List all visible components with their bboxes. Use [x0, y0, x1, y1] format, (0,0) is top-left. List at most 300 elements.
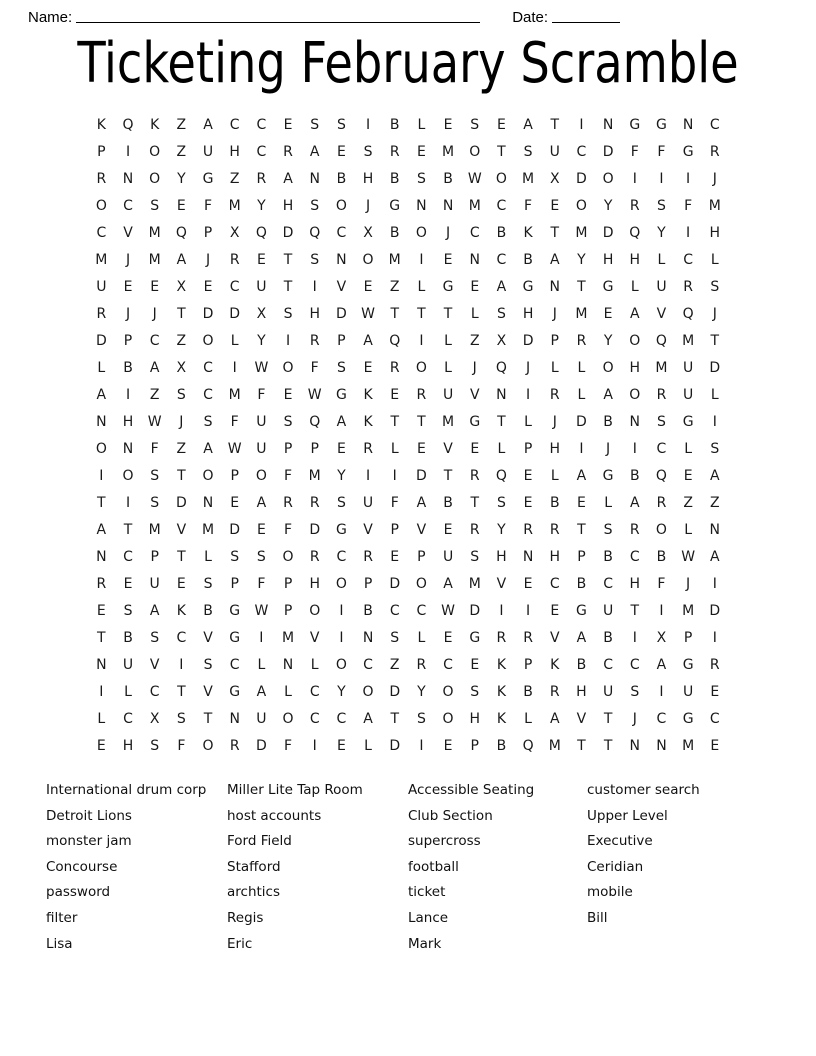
grid-cell[interactable]: A — [549, 252, 560, 268]
grid-cell[interactable]: S — [176, 387, 186, 403]
grid-cell[interactable]: C — [123, 711, 133, 727]
grid-cell[interactable]: A — [149, 360, 160, 376]
grid-cell[interactable]: B — [443, 171, 453, 187]
grid-cell[interactable]: E — [283, 387, 293, 403]
grid-cell[interactable]: I — [339, 603, 344, 619]
grid-cell[interactable]: D — [709, 603, 721, 619]
grid-cell[interactable]: U — [656, 279, 667, 295]
grid-cell[interactable]: T — [497, 414, 506, 430]
word-list-item[interactable]: Eric — [227, 935, 253, 952]
grid-cell[interactable]: F — [657, 144, 666, 160]
grid-cell[interactable]: L — [417, 630, 426, 646]
grid-cell[interactable]: B — [123, 360, 133, 376]
grid-cell[interactable]: C — [336, 549, 347, 565]
grid-cell[interactable]: S — [203, 576, 213, 592]
grid-cell[interactable]: L — [710, 252, 719, 268]
grid-cell[interactable]: C — [389, 603, 400, 619]
grid-cell[interactable]: D — [389, 576, 401, 592]
grid-cell[interactable]: S — [336, 117, 346, 133]
grid-cell[interactable]: F — [284, 468, 293, 484]
grid-cell[interactable]: U — [202, 144, 214, 160]
grid-cell[interactable]: E — [283, 117, 293, 133]
grid-cell[interactable]: N — [122, 171, 134, 187]
grid-cell[interactable]: E — [150, 279, 160, 295]
grid-cell[interactable]: V — [576, 711, 587, 727]
grid-cell[interactable]: L — [524, 414, 532, 430]
grid-cell[interactable]: C — [203, 387, 213, 403]
grid-cell[interactable]: G — [229, 603, 241, 619]
grid-cell[interactable]: S — [470, 684, 480, 700]
grid-cell[interactable]: U — [96, 279, 107, 295]
grid-cell[interactable]: T — [177, 468, 186, 484]
grid-cell[interactable]: D — [229, 306, 241, 322]
grid-cell[interactable]: C — [549, 576, 560, 592]
grid-cell[interactable]: U — [256, 414, 267, 430]
grid-cell[interactable]: B — [603, 549, 613, 565]
grid-cell[interactable]: E — [443, 738, 453, 754]
grid-cell[interactable]: U — [549, 144, 560, 160]
grid-cell[interactable]: C — [336, 225, 347, 241]
grid-cell[interactable]: I — [365, 117, 371, 133]
grid-cell[interactable]: J — [552, 414, 557, 430]
grid-cell[interactable]: E — [256, 252, 266, 268]
grid-cell[interactable]: M — [575, 225, 588, 241]
grid-cell[interactable]: G — [229, 684, 241, 700]
grid-cell[interactable]: E — [363, 360, 373, 376]
grid-cell[interactable]: R — [229, 252, 240, 268]
grid-cell[interactable]: Q — [655, 468, 667, 484]
grid-cell[interactable]: R — [523, 522, 533, 538]
grid-cell[interactable]: R — [469, 468, 480, 484]
grid-cell[interactable]: G — [682, 144, 694, 160]
grid-cell[interactable]: D — [255, 738, 267, 754]
grid-cell[interactable]: A — [523, 117, 533, 133]
grid-cell[interactable]: A — [256, 684, 267, 700]
grid-cell[interactable]: C — [656, 711, 667, 727]
grid-cell[interactable]: A — [96, 522, 107, 538]
grid-cell[interactable]: N — [96, 414, 107, 430]
grid-cell[interactable]: M — [682, 603, 695, 619]
grid-cell[interactable]: K — [496, 657, 506, 673]
grid-cell[interactable]: S — [176, 711, 186, 727]
grid-cell[interactable]: V — [149, 657, 160, 673]
grid-cell[interactable]: L — [230, 333, 239, 349]
grid-cell[interactable]: R — [709, 657, 720, 673]
grid-cell[interactable]: X — [256, 306, 267, 322]
grid-cell[interactable]: M — [388, 252, 401, 268]
grid-cell[interactable]: I — [419, 252, 424, 268]
grid-cell[interactable]: P — [283, 576, 293, 592]
grid-cell[interactable]: B — [203, 603, 213, 619]
grid-cell[interactable]: Q — [629, 225, 641, 241]
word-list-item[interactable]: Ceridian — [587, 858, 644, 875]
grid-cell[interactable]: T — [577, 522, 586, 538]
grid-cell[interactable]: A — [603, 387, 613, 403]
grid-cell[interactable]: L — [524, 711, 532, 727]
grid-cell[interactable]: R — [309, 495, 320, 511]
grid-cell[interactable]: H — [709, 225, 721, 241]
grid-cell[interactable]: D — [416, 468, 427, 484]
grid-cell[interactable]: F — [284, 738, 293, 754]
grid-cell[interactable]: U — [602, 684, 614, 700]
grid-cell[interactable]: I — [259, 630, 264, 646]
grid-cell[interactable]: I — [579, 117, 584, 133]
grid-cell[interactable]: Q — [522, 738, 534, 754]
grid-cell[interactable]: B — [496, 225, 507, 241]
grid-cell[interactable]: I — [99, 468, 104, 484]
grid-cell[interactable]: C — [709, 711, 720, 727]
grid-cell[interactable]: G — [522, 279, 534, 295]
grid-cell[interactable]: N — [282, 657, 294, 673]
grid-cell[interactable]: S — [496, 495, 506, 511]
grid-cell[interactable]: M — [468, 198, 481, 214]
grid-cell[interactable]: O — [362, 252, 374, 268]
grid-cell[interactable]: T — [123, 522, 133, 538]
grid-cell[interactable]: A — [576, 468, 587, 484]
grid-cell[interactable]: O — [629, 387, 641, 403]
grid-cell[interactable]: Q — [255, 225, 267, 241]
grid-cell[interactable]: N — [96, 549, 107, 565]
grid-cell[interactable]: Z — [389, 279, 400, 295]
grid-cell[interactable]: S — [310, 198, 320, 214]
grid-cell[interactable]: W — [361, 306, 375, 322]
grid-cell[interactable]: C — [336, 711, 347, 727]
grid-cell[interactable]: G — [576, 603, 587, 619]
grid-cell[interactable]: A — [629, 495, 640, 511]
grid-cell[interactable]: V — [203, 630, 213, 646]
grid-cell[interactable]: L — [124, 684, 132, 700]
grid-cell[interactable]: B — [389, 225, 400, 241]
grid-cell[interactable]: T — [577, 738, 586, 754]
grid-cell[interactable]: V — [416, 522, 427, 538]
grid-cell[interactable]: N — [602, 117, 614, 133]
grid-cell[interactable]: B — [363, 603, 373, 619]
word-list-item[interactable]: Regis — [227, 909, 264, 926]
grid-cell[interactable]: C — [576, 144, 587, 160]
grid-cell[interactable]: T — [417, 306, 426, 322]
grid-cell[interactable]: P — [230, 468, 239, 484]
grid-cell[interactable]: O — [122, 468, 134, 484]
grid-cell[interactable]: S — [310, 252, 320, 268]
grid-cell[interactable]: U — [256, 711, 267, 727]
grid-cell[interactable]: W — [147, 414, 162, 430]
grid-cell[interactable]: E — [203, 279, 213, 295]
grid-cell[interactable]: E — [523, 576, 533, 592]
grid-cell[interactable]: R — [629, 522, 640, 538]
grid-cell[interactable]: H — [629, 252, 641, 268]
grid-cell[interactable]: M — [575, 306, 588, 322]
grid-cell[interactable]: E — [710, 684, 720, 700]
grid-cell[interactable]: E — [336, 144, 346, 160]
grid-cell[interactable]: H — [469, 711, 480, 727]
grid-cell[interactable]: R — [416, 657, 427, 673]
grid-cell[interactable]: H — [576, 684, 587, 700]
grid-cell[interactable]: S — [256, 549, 266, 565]
grid-cell[interactable]: J — [125, 306, 131, 322]
grid-cell[interactable]: S — [630, 684, 640, 700]
grid-cell[interactable]: I — [365, 468, 371, 484]
grid-cell[interactable]: D — [389, 684, 401, 700]
grid-cell[interactable]: O — [415, 576, 427, 592]
grid-cell[interactable]: N — [496, 387, 507, 403]
grid-cell[interactable]: O — [602, 360, 614, 376]
grid-cell[interactable]: L — [577, 360, 586, 376]
grid-cell[interactable]: S — [150, 738, 160, 754]
grid-cell[interactable]: L — [364, 738, 372, 754]
grid-cell[interactable]: H — [229, 144, 240, 160]
grid-cell[interactable]: Y — [417, 684, 426, 700]
grid-cell[interactable]: I — [125, 144, 131, 160]
grid-cell[interactable]: C — [309, 711, 320, 727]
grid-cell[interactable]: H — [629, 576, 641, 592]
grid-cell[interactable]: G — [389, 198, 401, 214]
grid-cell[interactable]: C — [149, 684, 160, 700]
grid-cell[interactable]: R — [549, 387, 560, 403]
grid-cell[interactable]: K — [176, 603, 186, 619]
grid-cell[interactable]: R — [96, 576, 107, 592]
grid-cell[interactable]: L — [417, 279, 426, 295]
grid-cell[interactable]: H — [549, 441, 561, 457]
grid-cell[interactable]: C — [123, 198, 133, 214]
grid-cell[interactable]: T — [390, 414, 399, 430]
grid-cell[interactable]: O — [149, 144, 161, 160]
grid-cell[interactable]: C — [363, 657, 373, 673]
grid-cell[interactable]: O — [255, 468, 267, 484]
grid-cell[interactable]: P — [283, 603, 293, 619]
grid-cell[interactable]: F — [177, 738, 186, 754]
grid-cell[interactable]: Y — [177, 171, 186, 187]
grid-cell[interactable]: S — [310, 117, 320, 133]
grid-cell[interactable]: C — [629, 549, 640, 565]
grid-cell[interactable]: Y — [497, 522, 506, 538]
grid-cell[interactable]: P — [230, 576, 239, 592]
grid-cell[interactable]: Q — [175, 225, 187, 241]
grid-cell[interactable]: P — [417, 549, 426, 565]
grid-cell[interactable]: B — [603, 630, 613, 646]
word-list-item[interactable]: Concourse — [46, 858, 118, 875]
grid-cell[interactable]: I — [579, 441, 584, 457]
grid-cell[interactable]: M — [682, 738, 695, 754]
grid-cell[interactable]: K — [363, 414, 373, 430]
grid-cell[interactable]: O — [309, 603, 321, 619]
grid-cell[interactable]: I — [125, 495, 131, 511]
grid-cell[interactable]: W — [307, 387, 322, 403]
grid-cell[interactable]: T — [417, 414, 426, 430]
grid-cell[interactable]: L — [684, 522, 693, 538]
grid-cell[interactable]: A — [176, 252, 187, 268]
grid-cell[interactable]: L — [630, 279, 639, 295]
grid-cell[interactable]: F — [150, 441, 159, 457]
grid-cell[interactable]: J — [632, 711, 637, 727]
grid-cell[interactable]: R — [496, 630, 507, 646]
grid-cell[interactable]: N — [442, 198, 454, 214]
grid-cell[interactable]: H — [309, 306, 320, 322]
grid-cell[interactable]: L — [204, 549, 212, 565]
grid-cell[interactable]: R — [309, 549, 320, 565]
grid-cell[interactable]: D — [576, 171, 587, 187]
grid-cell[interactable]: G — [335, 522, 347, 538]
grid-cell[interactable]: G — [335, 387, 347, 403]
grid-cell[interactable]: F — [657, 576, 666, 592]
grid-cell[interactable]: Z — [149, 387, 160, 403]
grid-cell[interactable]: P — [123, 333, 133, 349]
grid-cell[interactable]: E — [496, 117, 506, 133]
grid-cell[interactable]: H — [522, 306, 534, 322]
grid-cell[interactable]: N — [416, 198, 427, 214]
grid-cell[interactable]: F — [203, 198, 213, 214]
grid-cell[interactable]: D — [335, 306, 347, 322]
grid-cell[interactable]: P — [550, 333, 559, 349]
grid-cell[interactable]: A — [203, 117, 213, 133]
grid-cell[interactable]: A — [96, 387, 107, 403]
grid-cell[interactable]: I — [419, 333, 424, 349]
grid-cell[interactable]: L — [550, 360, 559, 376]
grid-cell[interactable]: L — [710, 387, 719, 403]
grid-cell[interactable]: I — [179, 657, 184, 673]
grid-cell[interactable]: T — [97, 630, 106, 646]
word-search-grid[interactable] — [88, 112, 728, 760]
grid-cell[interactable]: F — [684, 198, 693, 214]
grid-cell[interactable]: Z — [683, 495, 693, 511]
grid-cell[interactable]: S — [710, 441, 720, 457]
grid-cell[interactable]: O — [575, 198, 587, 214]
grid-cell[interactable]: B — [443, 495, 453, 511]
grid-cell[interactable]: J — [526, 360, 531, 376]
grid-cell[interactable]: E — [710, 738, 720, 754]
grid-cell[interactable]: O — [202, 738, 214, 754]
grid-cell[interactable]: R — [523, 630, 533, 646]
grid-cell[interactable]: Q — [682, 306, 694, 322]
grid-cell[interactable]: D — [175, 495, 187, 511]
grid-cell[interactable]: B — [576, 576, 587, 592]
grid-cell[interactable]: R — [656, 387, 667, 403]
grid-cell[interactable]: K — [496, 684, 506, 700]
grid-cell[interactable]: G — [682, 711, 694, 727]
grid-cell[interactable]: X — [229, 225, 240, 241]
grid-cell[interactable]: H — [122, 738, 134, 754]
grid-cell[interactable]: V — [176, 522, 187, 538]
grid-cell[interactable]: G — [656, 117, 667, 133]
grid-cell[interactable]: X — [149, 711, 160, 727]
grid-cell[interactable]: V — [443, 441, 453, 457]
grid-cell[interactable]: D — [522, 333, 534, 349]
grid-cell[interactable]: T — [177, 684, 186, 700]
grid-cell[interactable]: H — [282, 198, 294, 214]
word-list-item[interactable]: football — [408, 858, 459, 875]
grid-cell[interactable]: O — [415, 225, 427, 241]
grid-cell[interactable]: O — [362, 684, 374, 700]
grid-cell[interactable]: A — [629, 306, 640, 322]
grid-cell[interactable]: M — [148, 252, 161, 268]
date-write-in-line[interactable] — [552, 22, 620, 23]
grid-cell[interactable]: M — [228, 387, 241, 403]
grid-cell[interactable]: H — [629, 360, 641, 376]
grid-cell[interactable]: A — [256, 495, 267, 511]
grid-cell[interactable]: H — [549, 549, 561, 565]
grid-cell[interactable]: A — [283, 171, 293, 187]
grid-cell[interactable]: C — [443, 657, 453, 673]
grid-cell[interactable]: T — [390, 711, 399, 727]
grid-cell[interactable]: U — [122, 657, 134, 673]
grid-cell[interactable]: C — [709, 117, 720, 133]
grid-cell[interactable]: T — [443, 306, 453, 322]
grid-cell[interactable]: N — [549, 279, 560, 295]
grid-cell[interactable]: I — [712, 576, 717, 592]
grid-cell[interactable]: E — [470, 279, 480, 295]
grid-cell[interactable]: A — [576, 630, 587, 646]
grid-cell[interactable]: D — [602, 144, 614, 160]
grid-cell[interactable]: E — [390, 387, 400, 403]
grid-cell[interactable]: L — [390, 441, 399, 457]
grid-cell[interactable]: C — [469, 225, 480, 241]
grid-cell[interactable]: M — [308, 468, 321, 484]
grid-cell[interactable]: B — [549, 495, 560, 511]
grid-cell[interactable]: W — [254, 603, 269, 619]
grid-cell[interactable]: C — [256, 144, 267, 160]
grid-cell[interactable]: G — [469, 630, 481, 646]
grid-cell[interactable]: T — [710, 333, 720, 349]
grid-cell[interactable]: T — [283, 252, 293, 268]
grid-cell[interactable]: C — [203, 360, 213, 376]
grid-cell[interactable]: E — [443, 630, 453, 646]
grid-cell[interactable]: M — [548, 738, 561, 754]
grid-cell[interactable]: M — [95, 252, 108, 268]
grid-cell[interactable]: P — [683, 630, 693, 646]
grid-cell[interactable]: C — [683, 252, 693, 268]
grid-cell[interactable]: E — [123, 576, 133, 592]
grid-cell[interactable]: Y — [337, 468, 346, 484]
grid-cell[interactable]: O — [282, 549, 294, 565]
grid-cell[interactable]: Q — [495, 360, 507, 376]
grid-cell[interactable]: R — [363, 441, 373, 457]
grid-cell[interactable]: D — [576, 414, 587, 430]
grid-cell[interactable]: U — [362, 495, 374, 511]
grid-cell[interactable]: Q — [122, 117, 134, 133]
grid-cell[interactable]: F — [257, 387, 266, 403]
grid-cell[interactable]: S — [470, 549, 480, 565]
grid-cell[interactable]: P — [97, 144, 106, 160]
grid-cell[interactable]: N — [656, 738, 667, 754]
grid-cell[interactable]: F — [390, 495, 399, 511]
grid-cell[interactable]: T — [630, 603, 640, 619]
grid-cell[interactable]: F — [524, 198, 533, 214]
grid-cell[interactable]: C — [629, 657, 640, 673]
word-list-item[interactable]: Club Section — [408, 807, 493, 824]
grid-cell[interactable]: S — [336, 360, 346, 376]
grid-cell[interactable]: C — [123, 549, 133, 565]
grid-cell[interactable]: J — [472, 360, 477, 376]
grid-cell[interactable]: V — [656, 306, 667, 322]
grid-cell[interactable]: E — [230, 495, 240, 511]
grid-cell[interactable]: O — [149, 171, 161, 187]
grid-cell[interactable]: R — [389, 360, 400, 376]
grid-cell[interactable]: C — [416, 603, 427, 619]
grid-cell[interactable]: O — [415, 360, 427, 376]
grid-cell[interactable]: V — [203, 684, 213, 700]
grid-cell[interactable]: O — [335, 657, 347, 673]
grid-cell[interactable]: G — [229, 630, 241, 646]
grid-cell[interactable]: N — [336, 252, 347, 268]
grid-cell[interactable]: L — [550, 468, 559, 484]
grid-cell[interactable]: A — [309, 144, 320, 160]
grid-cell[interactable]: E — [443, 522, 453, 538]
grid-cell[interactable]: W — [467, 171, 482, 187]
grid-cell[interactable]: C — [256, 117, 267, 133]
grid-cell[interactable]: T — [550, 225, 560, 241]
grid-cell[interactable]: O — [442, 684, 454, 700]
grid-cell[interactable]: L — [97, 711, 106, 727]
grid-cell[interactable]: L — [684, 441, 693, 457]
